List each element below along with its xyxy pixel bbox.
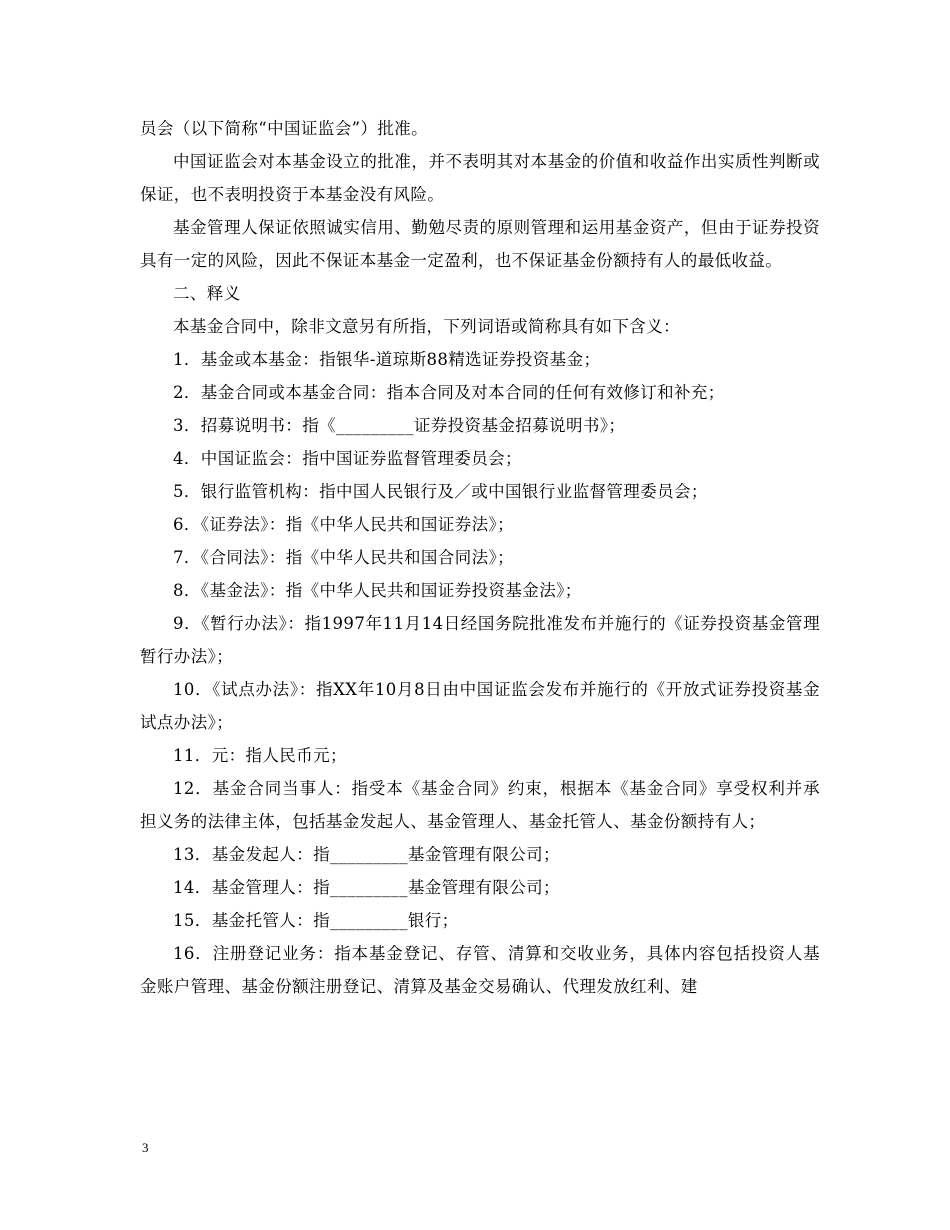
- definition-item: 3．招募说明书：指《_________证券投资基金招募说明书》；: [173, 416, 626, 435]
- definition-item: 14．基金管理人：指_________基金管理有限公司；: [173, 878, 560, 897]
- definition-item: 7．《合同法》：指《中华人民共和国合同法》；: [173, 548, 515, 567]
- page-number: 3: [142, 1140, 149, 1155]
- document-body: [140, 112, 820, 1003]
- definition-item: 13．基金发起人：指_________基金管理有限公司；: [173, 845, 560, 864]
- definition-item: 8．《基金法》：指《中华人民共和国证券投资基金法》；: [173, 581, 582, 600]
- definition-item: 16．注册登记业务：指本基金登记、存管、清算和交收业务，具体内容包括投资人基金账户管理、基金份额注册登记、清算及基金交易确认、代理发放红利、建: [140, 944, 820, 996]
- section-heading: 二、释义: [173, 284, 241, 303]
- definition-item: 10．《试点办法》：指XX年10月8日由中国证监会发布并施行的《开放式证券投资基金试点办法》；: [140, 680, 820, 732]
- definition-item: 2．基金合同或本基金合同：指本合同及对本合同的任何有效修订和补充；: [173, 383, 725, 402]
- paragraph: 中国证监会对本基金设立的批准，并不表明其对本基金的价值和收益作出实质性判断或保证，也不表明投资于本基金没有风险。: [140, 152, 820, 204]
- definition-item: 15．基金托管人：指_________银行；: [173, 911, 459, 930]
- definition-item: 12．基金合同当事人：指受本《基金合同》约束，根据本《基金合同》享受权利并承担义务的法律主体，包括基金发起人、基金管理人、基金托管人、基金份额持有人；: [140, 779, 820, 831]
- definition-item: 6．《证券法》：指《中华人民共和国证券法》；: [173, 515, 515, 534]
- definition-item: 11．元：指人民币元；: [173, 746, 347, 765]
- definition-item: 1．基金或本基金：指银华-道琼斯88精选证券投资基金；: [173, 350, 601, 369]
- definition-item: 9．《暂行办法》：指1997年11月14日经国务院批准发布并施行的《证券投资基金管理暂行办法》；: [140, 614, 820, 666]
- paragraph: 基金管理人保证依照诚实信用、勤勉尽责的原则管理和运用基金资产，但由于证券投资具有一定的风险，因此不保证本基金一定盈利，也不保证基金份额持有人的最低收益。: [140, 218, 820, 270]
- definition-item: 5．银行监管机构：指中国人民银行及／或中国银行业监督管理委员会；: [173, 482, 708, 501]
- definition-item: 4．中国证监会：指中国证券监督管理委员会；: [173, 449, 522, 468]
- paragraph: 本基金合同中，除非文意另有所指，下列词语或简称具有如下含义：: [173, 317, 680, 336]
- paragraph: 员会（以下简称“中国证监会”）批准。: [140, 119, 429, 138]
